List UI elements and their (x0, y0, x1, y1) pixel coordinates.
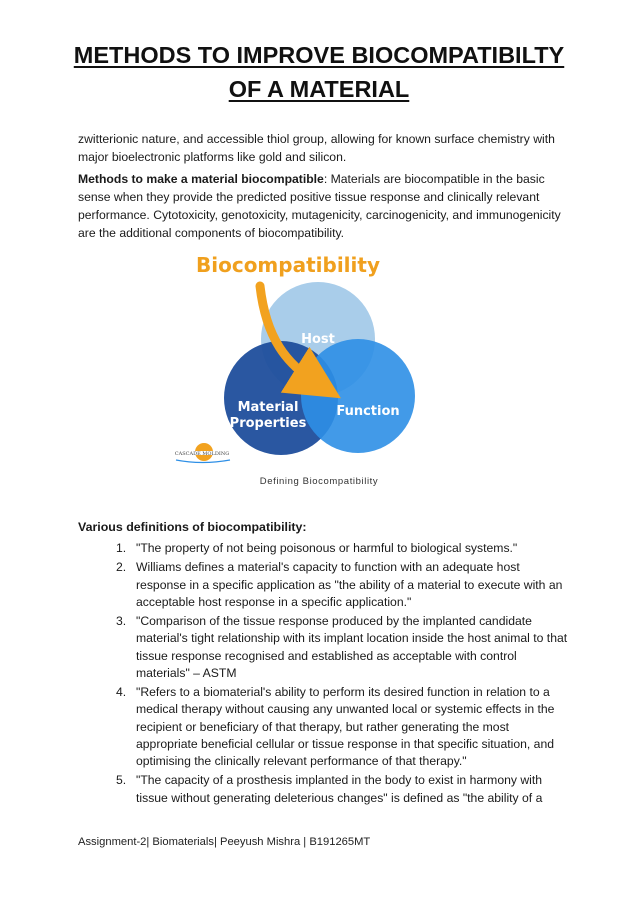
host-label: Host (301, 332, 335, 347)
title-line-1: METHODS TO IMPROVE BIOCOMPATIBILTY (73, 42, 565, 68)
list-item (78, 559, 568, 611)
figure-heading: Biocompatibility (196, 253, 380, 277)
list-item (78, 540, 568, 557)
list-item-number: 5. (116, 773, 127, 788)
methods-lead: Methods to make a material biocompatible (78, 172, 324, 186)
figure-caption: Defining Biocompatibility (259, 476, 379, 487)
material-label-line2: Properties (229, 416, 307, 431)
logo-text: CASCADE MOLDING (174, 451, 230, 457)
biocompatibility-figure (168, 246, 428, 468)
list-item (78, 684, 568, 770)
cascade-molding-logo (172, 443, 234, 463)
list-item-text: Williams defines a material's capacity to function with an adequate host response in a specific application as "the ability of a material to execute with an acceptable host response in a specific application." (136, 560, 563, 609)
title-line-2: OF A MATERIAL (228, 76, 410, 102)
list-item-number: 3. (116, 614, 127, 629)
list-item-text: "The property of not being poisonous or harmful to biological systems." (136, 541, 518, 555)
function-label: Function (336, 404, 400, 419)
definitions-list (78, 540, 568, 809)
list-item-number: 1. (116, 541, 127, 555)
list-item (78, 772, 568, 806)
function-circle (301, 339, 415, 453)
list-item-number: 4. (116, 685, 127, 700)
list-item (78, 613, 568, 682)
page-footer: Assignment-2| Biomaterials| Peeyush Mishra | B191265MT (78, 836, 371, 848)
material-label-line1: Material (237, 400, 299, 415)
definitions-heading: Various definitions of biocompatibility: (78, 520, 307, 534)
methods-paragraph (78, 170, 568, 242)
intro-paragraph: zwitterionic nature, and accessible thiol group, allowing for known surface chemistry with major bioelectronic platforms like gold and silicon. (78, 132, 555, 164)
document-title (40, 38, 598, 106)
list-item-number: 2. (116, 560, 127, 575)
list-item-text: "The capacity of a prosthesis implanted in the body to exist in harmony with tissue without generating deleterious changes" is defined as "the ability of a (136, 773, 543, 805)
methods-body: : Materials are biocompatible in the basic sense when they provide the predicted positive tissue response and clinically relevant performance. Cytotoxicity, genotoxicity, mutagenicity, carcinogenicity, and immunogenicity are the additional components of biocompatibility. (78, 172, 561, 240)
list-item-text: "Comparison of the tissue response produced by the implanted candidate material's tight relationship with its implant location inside the host animal to that tissue response recognised and established as acceptable with control materials" – ASTM (136, 614, 568, 680)
list-item-text: "Refers to a biomaterial's ability to perform its desired function in relation to a medical therapy without causing any unwanted local or systemic effects in the recipient or beneficiary of that therapy, but rather generating the most appropriate beneficial cellular or tissue response in that specific situation, and optimising the clinically relevant performance of that therapy." (136, 685, 555, 768)
venn-diagram (168, 246, 428, 468)
